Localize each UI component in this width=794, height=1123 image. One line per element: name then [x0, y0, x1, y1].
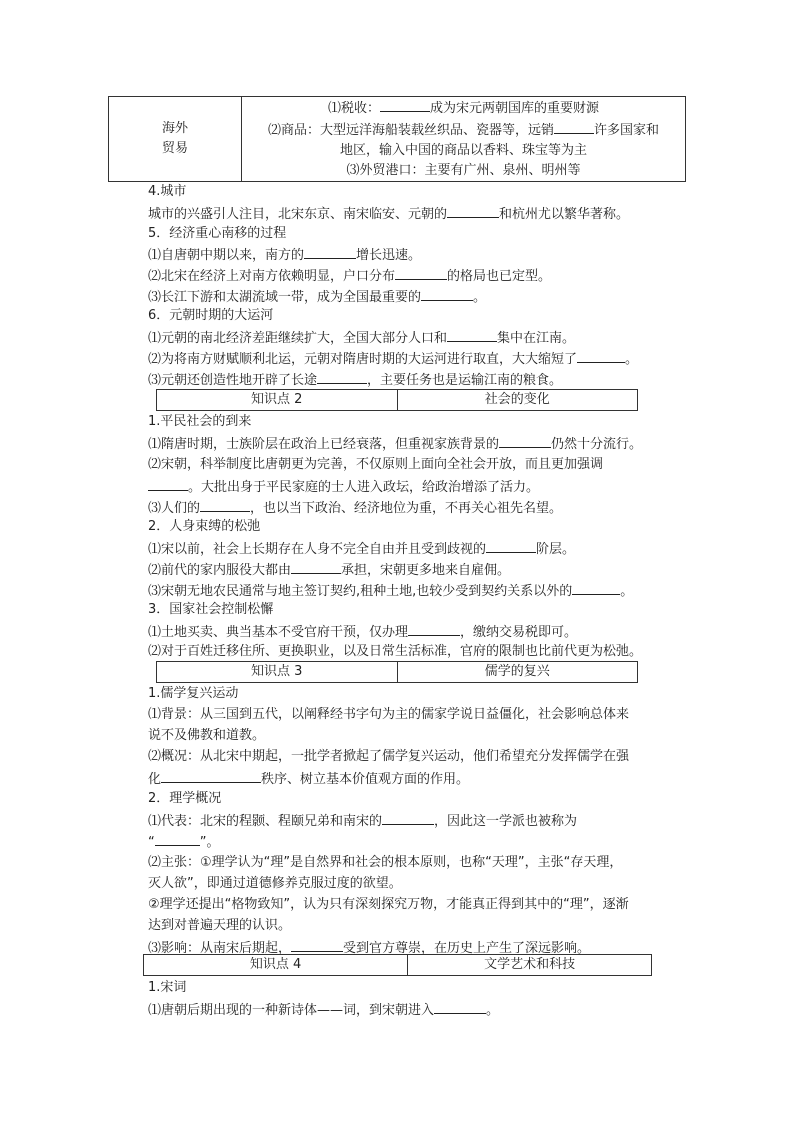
blank [382, 810, 434, 825]
list-item [148, 559, 510, 581]
kp-topic: 文学艺术和科技 [408, 955, 652, 976]
blank [380, 97, 430, 112]
knowledge-point-4-header [143, 954, 652, 976]
text: ，因此这一学派也被称为 [434, 814, 578, 829]
list-item: ⑵对于百姓迁移住所、更换职业，以及日常生活标准，官府的限制也比前代更为松弛。 [148, 644, 643, 659]
text: “ [148, 835, 155, 850]
list-item [148, 497, 562, 519]
trade-line4: ⑶外贸港口：主要有广州、泉州、明州等 [346, 163, 581, 178]
blank [200, 497, 250, 512]
text: 。 [620, 584, 634, 599]
list-item-cont [148, 831, 220, 853]
blank [395, 265, 447, 280]
list-item [148, 369, 562, 391]
text: ⑶长江下游和太湖流域一带，成为全国最重要的 [148, 290, 422, 305]
blank [291, 559, 341, 574]
section-title: 6．元朝时期的大运河 [148, 308, 274, 323]
knowledge-point-3-header [156, 661, 638, 683]
kp-label: 知识点 2 [157, 390, 398, 411]
blank [486, 538, 536, 553]
text: ⑴自唐朝中期以来，南方的 [148, 248, 305, 263]
trade-line2-b: 许多国家和 [594, 123, 660, 138]
section-title: 5．经济重心南移的过程 [148, 226, 287, 241]
list-item-cont: 达到对普遍天理的认识。 [148, 918, 292, 933]
text: 的格局也已定型。 [447, 269, 552, 284]
knowledge-point-2-header [156, 389, 638, 411]
text: 集中在江南。 [497, 331, 576, 346]
blank [161, 768, 261, 783]
kp-label: 知识点 4 [144, 955, 408, 976]
list-item: ②理学还提出“格物致知”，认为只有深刻探究万物，才能真正得到其中的“理”，逐渐 [148, 897, 629, 912]
text: 。 [473, 290, 487, 305]
blank [577, 348, 625, 363]
section-title: 4.城市 [148, 184, 187, 199]
text: 承担，宋朝更多地来自雇佣。 [341, 563, 511, 578]
section-title: 1.儒学复兴运动 [148, 686, 239, 701]
text: 仍然十分流行。 [551, 437, 643, 452]
trade-line3: 地区，输入中国的商品以香料、珠宝等为主 [339, 143, 587, 158]
text: ，主要任务也是运输江南的粮食。 [367, 373, 563, 388]
section-title: 3．国家社会控制松懈 [148, 602, 274, 617]
kp-topic: 儒学的复兴 [397, 662, 638, 683]
text: 增长迅速。 [356, 248, 422, 263]
blank [434, 999, 486, 1014]
section-title: 1.宋词 [148, 980, 187, 995]
list-item: ⑵宋朝，科举制度比唐朝更为完善，不仅原则上面向全社会开放，而且更加强调 [148, 457, 604, 472]
list-item [148, 244, 421, 266]
text: 。 [625, 352, 639, 367]
text: ⑶人们的 [148, 501, 201, 516]
blank [554, 119, 594, 134]
text: ⑶元朝还创造性地开辟了长途 [148, 373, 318, 388]
blank [572, 580, 620, 595]
section-title: 2．人身束缚的松弛 [148, 519, 261, 534]
section-title: 2．理学概况 [148, 791, 222, 806]
list-item [148, 999, 499, 1021]
list-item: ⑴背景：从三国到五代，以阐释经书字句为主的儒家学说日益僵化，社会影响总体来 [148, 707, 630, 722]
text: 秩序、树立基本价值观方面的作用。 [261, 772, 470, 787]
text: 和杭州尤以繁华著称。 [499, 207, 630, 222]
text: ，也以当下政治、经济地位为重，不再关心祖先名望。 [250, 501, 563, 516]
blank [317, 369, 367, 384]
text: ⑴宋以前，社会上长期存在人身不完全自由并且受到歧视的 [148, 542, 487, 557]
blank [421, 286, 473, 301]
list-item-cont: 灭人欲”，即通过道德修养克服过度的欲望。 [148, 876, 402, 891]
blank [291, 937, 343, 952]
trade-line1-b: 成为宋元两朝国库的重要财源 [430, 101, 600, 116]
text: ”。 [199, 835, 220, 850]
text: ⑶宋朝无地农民通常与地主签订契约,租种土地,也较少受到契约关系以外的 [148, 584, 573, 599]
section-title: 1.平民社会的到来 [148, 414, 252, 429]
text: ⑵前代的家内服役大都由 [148, 563, 292, 578]
kp-topic: 社会的变化 [397, 390, 638, 411]
blank [499, 433, 551, 448]
list-item [148, 580, 633, 602]
text: ⑵北宋在经济上对南方依赖明显，户口分布 [148, 269, 396, 284]
text: 化 [148, 772, 162, 787]
text: ⑶影响：从南宋后期起， [148, 941, 292, 956]
overseas-trade-table [108, 96, 686, 182]
text: 阶层。 [536, 542, 576, 557]
list-item-cont [148, 476, 539, 498]
text: 。大批出身于平民家庭的士人进入政坛，给政治增添了活力。 [188, 480, 540, 495]
blank [155, 831, 200, 846]
paragraph [148, 203, 629, 225]
trade-label-line1: 海外 [161, 121, 188, 136]
list-item [148, 621, 577, 643]
text: ⑵为将南方财赋顺利北运，元朝对隋唐时期的大运河进行取直，大大缩短了 [148, 352, 578, 367]
list-item: ⑵主张：①理学认为“理”是自然界和社会的根本原则，也称“天理”，主张“存天理， [148, 855, 623, 870]
text: ⑴代表：北宋的程颢、程颐兄弟和南宋的 [148, 814, 383, 829]
list-item-cont: 说不及佛教和道教。 [148, 728, 266, 743]
text: ⑴元朝的南北经济差距继续扩大，全国大部分人口和 [148, 331, 448, 346]
text: ⑴土地买卖、典当基本不受官府干预，仅办理 [148, 625, 409, 640]
blank [304, 244, 356, 259]
text: 城市的兴盛引人注目，北宋东京、南宋临安、元朝的 [148, 207, 448, 222]
text: ⑴隋唐时期，士族阶层在政治上已经衰落，但重视家族背景的 [148, 437, 500, 452]
list-item-cont [148, 768, 469, 790]
list-item [148, 538, 575, 560]
text: ⑴唐朝后期出现的一种新诗体——词，到宋朝进入 [148, 1003, 435, 1018]
list-item [148, 327, 575, 349]
list-item: ⑵概况：从北宋中期起，一批学者掀起了儒学复兴运动，他们希望充分发挥儒学在强 [148, 749, 630, 764]
kp-label: 知识点 3 [157, 662, 398, 683]
text: 。 [486, 1003, 500, 1018]
text: ，缴纳交易税即可。 [460, 625, 578, 640]
text: 受到官方尊崇，在历史上产生了深远影响。 [343, 941, 591, 956]
trade-line2-a: ⑵商品：大型远洋海船装载丝织品、瓷器等，远销 [267, 123, 554, 138]
list-item [148, 348, 638, 370]
trade-label-line2: 贸易 [161, 141, 188, 156]
trade-label-cell [109, 97, 242, 182]
blank [148, 476, 188, 491]
blank [447, 327, 497, 342]
blank [408, 621, 460, 636]
list-item [148, 286, 486, 308]
trade-line1-a: ⑴税收： [327, 101, 380, 116]
list-item [148, 810, 577, 832]
trade-content-cell [242, 97, 686, 182]
list-item [148, 265, 551, 287]
list-item [148, 433, 642, 455]
blank [447, 203, 499, 218]
